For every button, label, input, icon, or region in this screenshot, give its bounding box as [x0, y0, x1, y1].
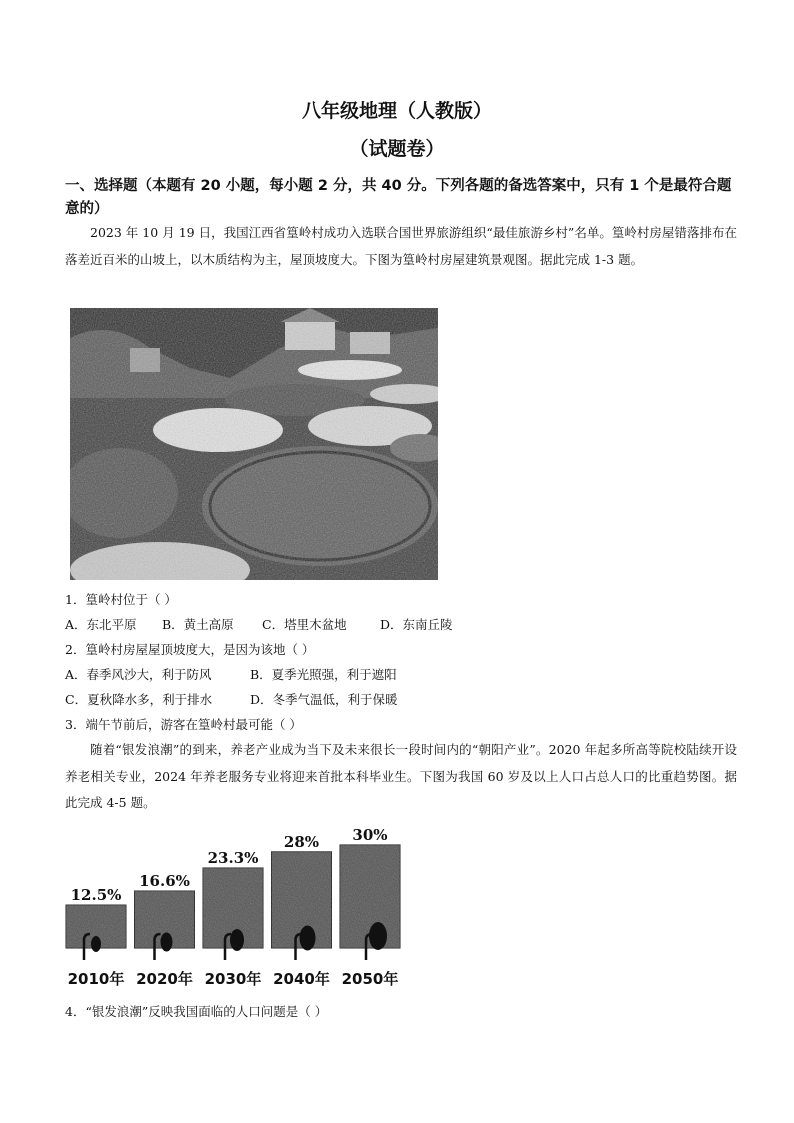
section-heading: 一、选择题（本题有 20 小题，每小题 2 分，共 40 分。下列各题的备选答案中，只有 1 个是最符合题意的） [65, 178, 732, 217]
question-1-options [65, 616, 453, 634]
year-label: 2010年 [67, 970, 125, 988]
q1-option-d: D．东南丘陵 [380, 617, 453, 632]
elder-figure-icon [161, 933, 173, 952]
q1-option-b: B．黄土高原 [162, 617, 234, 632]
value-label: 30% [352, 825, 388, 844]
q2-option-d: D．冬季气温低，利于保暖 [250, 692, 398, 707]
year-label: 2020年 [136, 970, 193, 988]
village-photo [70, 308, 438, 580]
value-label: 12.5% [70, 886, 122, 905]
question-3-stem: 3．端午节前后，游客在篁岭村最可能（ ） [65, 717, 302, 732]
q2-option-c: C．夏秋降水多，利于排水 [65, 692, 213, 707]
document-subtitle: （试题卷） [349, 138, 445, 160]
year-label: 2050年 [341, 970, 399, 988]
question-4-stem: 4．“银发浪潮”反映我国面临的人口问题是（ ） [65, 1004, 328, 1019]
population-aging-chart [62, 815, 407, 995]
year-label: 2030年 [204, 970, 262, 988]
document-title: 八年级地理（人教版） [301, 100, 492, 122]
elder-figure-icon [230, 929, 244, 951]
passage-1: 2023 年 10 月 19 日，我国江西省篁岭村成功入选联合国世界旅游组织“最佳旅游乡村”名单。篁岭村房屋错落排布在落差近百米的山坡上，以木质结构为主，屋顶坡度大。下图为篁岭村房屋建筑景观图。据此完成 1-3 题。 [65, 225, 737, 267]
value-label: 28% [283, 832, 320, 851]
q1-option-c: C．塔里木盆地 [262, 617, 347, 632]
passage-2: 随着“银发浪潮”的到来，养老产业成为当下及未来很长一段时间内的“朝阳产业”。2020 年起多所高等院校陆续开设养老相关专业，2024 年养老服务专业将迎来首批本科毕业生。下图为我国 60 岁及以上人口占总人口的比重趋势图。据此完成 4-5 题。 [65, 742, 737, 810]
question-2-options-row1 [65, 666, 397, 684]
year-label: 2040年 [273, 970, 330, 988]
question-2-options-row2 [65, 691, 398, 709]
q1-option-a: A．东北平原 [65, 617, 137, 632]
value-label: 23.3% [207, 848, 259, 867]
q2-option-b: B．夏季光照强，利于遮阳 [250, 667, 397, 682]
elder-figure-icon [300, 926, 316, 951]
q2-option-a: A．春季风沙大，利于防风 [65, 667, 212, 682]
elder-figure-icon [91, 936, 101, 952]
elder-figure-icon [369, 922, 387, 950]
value-label: 16.6% [139, 871, 190, 890]
question-1-stem: 1．篁岭村位于（ ） [65, 592, 177, 607]
question-2-stem: 2．篁岭村房屋屋顶坡度大，是因为该地（ ） [65, 642, 315, 657]
